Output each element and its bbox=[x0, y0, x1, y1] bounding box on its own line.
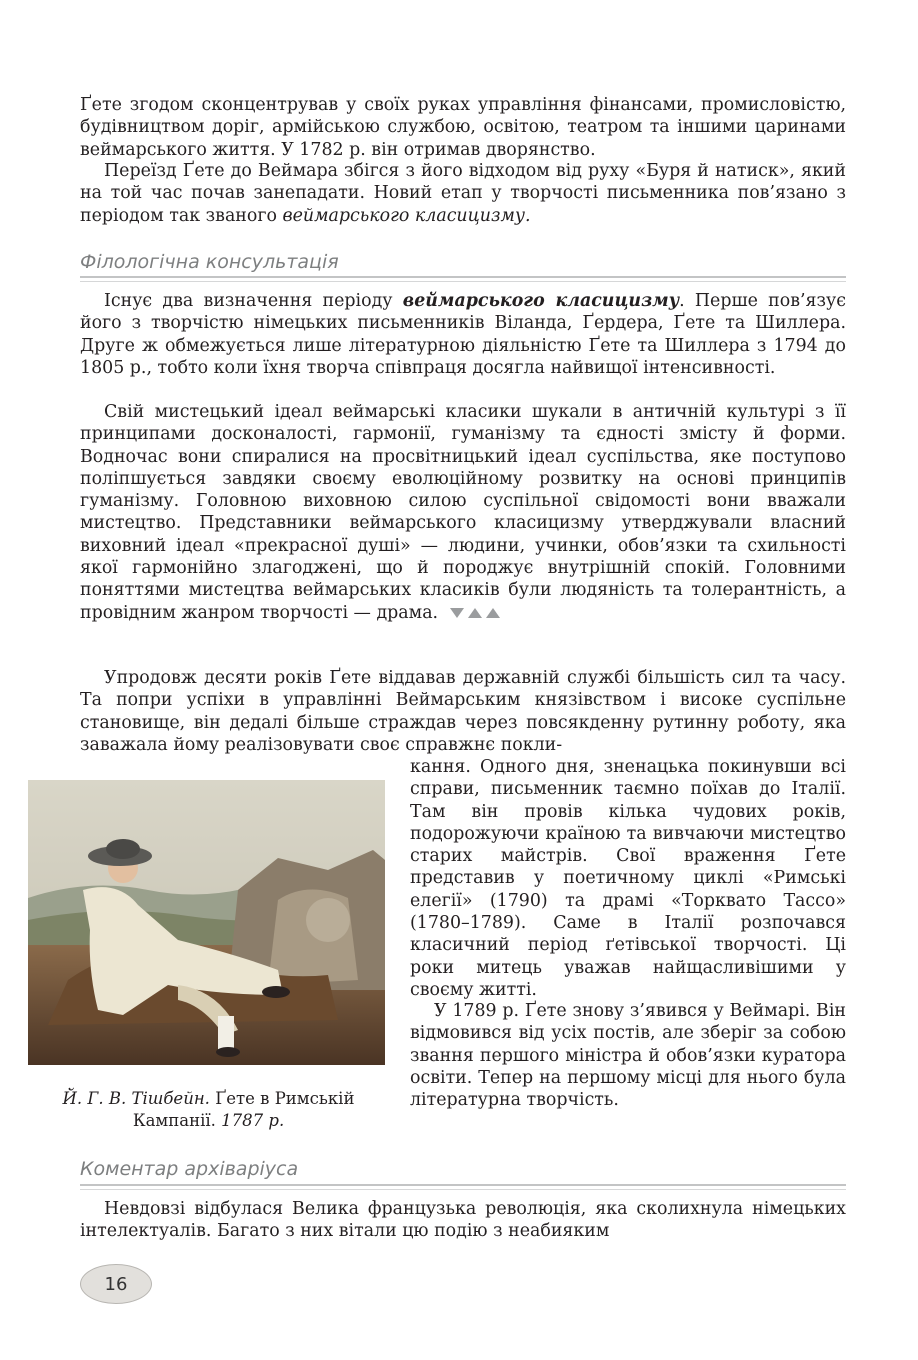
caption-author: Й. Г. В. Тішбейн. bbox=[62, 1089, 210, 1108]
heading-rule-2 bbox=[80, 1184, 846, 1186]
heading-rule bbox=[80, 276, 846, 278]
paragraph-5: Упродовж десяти років Ґете віддавав державній службі більшість сил та часу. Та попри успіхи в управлінні Веймарським князівством і високе суспільне становище, він дедалі більше страждав через повсякденну рутинну роботу, яка заважала йому реалізовувати своє справжнє покли- bbox=[80, 668, 846, 755]
paragraph-1: Ґете згодом сконцентрував у своїх руках управління фінансами, промисловістю, будівництвом доріг, армійською службою, освітою, театром та іншими царинами веймарського життя. У 1782 р. він отримав дворянство. bbox=[80, 95, 846, 160]
page-number: 16 bbox=[104, 1273, 128, 1295]
paragraph-4: Свій мистецький ідеал веймарські класики шукали в античній культурі з її принципами досконалості, гармонії, гуманізму та єдності змісту й форми. Водночас вони спиралися на просвітницький ідеал суспільства, яке поступово поліпшується завдяки своєму еволюційному розвитку на основі принципів гуманізму. Головною виховною силою суспільної свідомості вони вважали мистецтво. Представники веймарського класицизму утверджували власний виховний ідеал «прекрасної душі» — людини, учинки, обов’язки та схильності якої гармонійно злагоджені, що й породжує внутрішній спокій. Головними поняттями мистецтва веймарських класиків були людяність та толерантність, а провідним жанром творчості — драма. bbox=[80, 402, 846, 623]
paragraph-5-continuation: кання. Одного дня, зненацька покинувши всі справи, письменник таємно поїхав до Італії. Там він провів кілька чудових років, подорожуючи країною та вивчаючи мистецтво старих майстрів. Свої враження Ґете представив у поетичному циклі «Римські елегії» (1790) та драмі «Торквато Тассо» (1780–1789). Саме в Італії розпочався класичний період ґетівської творчості. Ці роки митець уважав найщасливішими у своєму житті. bbox=[410, 757, 846, 1000]
caption-title: Ґете в Римській Кампанії. bbox=[132, 1089, 355, 1130]
paragraph-7: Невдовзі відбулася Велика французька революція, яка сколихнула німецьких інтелектуалів. Багато з них вітали цю подію з неабияким bbox=[80, 1199, 846, 1242]
goethe-painting-image bbox=[28, 780, 385, 1065]
heading-philological-consultation: Філологічна консультація bbox=[80, 251, 339, 273]
emphasis-weimar-classicism: веймарського класицизму. bbox=[282, 205, 531, 226]
term-weimar-classicism: веймарського класицизму bbox=[402, 291, 680, 311]
paragraph-6: У 1789 р. Ґете знову з’явився у Веймарі. Він відмовився від усіх постів, але зберіг за собою звання першого міністра й обов’язки куратора освіти. Тепер на першому місці для нього була літературна творчість. bbox=[410, 1001, 846, 1111]
paragraph-2: Переїзд Ґете до Веймара збігся з його відходом від руху «Буря й натиск», який на той час почав занепадати. Новий етап у творчості письменника пов’язано з періодом так званого веймарського класицизму. bbox=[80, 161, 846, 226]
caption-year: 1787 р. bbox=[221, 1111, 285, 1130]
heading-archivist-comment: Коментар архіваріуса bbox=[80, 1158, 299, 1180]
paragraph-3: Існує два визначення періоду веймарського класицизму. Перше пов’язує його з творчістю німецьких письменників Віланда, Ґердера, Ґете та Шиллера. Друге ж обмежується лише літературною діяльністю Ґете та Шиллера з 1794 до 1805 р., тобто коли їхня творча співпраця досягла найвищої інтенсивності. bbox=[80, 291, 846, 378]
section-end-triangles-icon bbox=[450, 607, 500, 619]
painting-caption bbox=[36, 1088, 381, 1132]
page-number-badge bbox=[80, 1264, 152, 1304]
heading-rule-thin bbox=[80, 281, 846, 282]
heading-rule-2-thin bbox=[80, 1189, 846, 1190]
